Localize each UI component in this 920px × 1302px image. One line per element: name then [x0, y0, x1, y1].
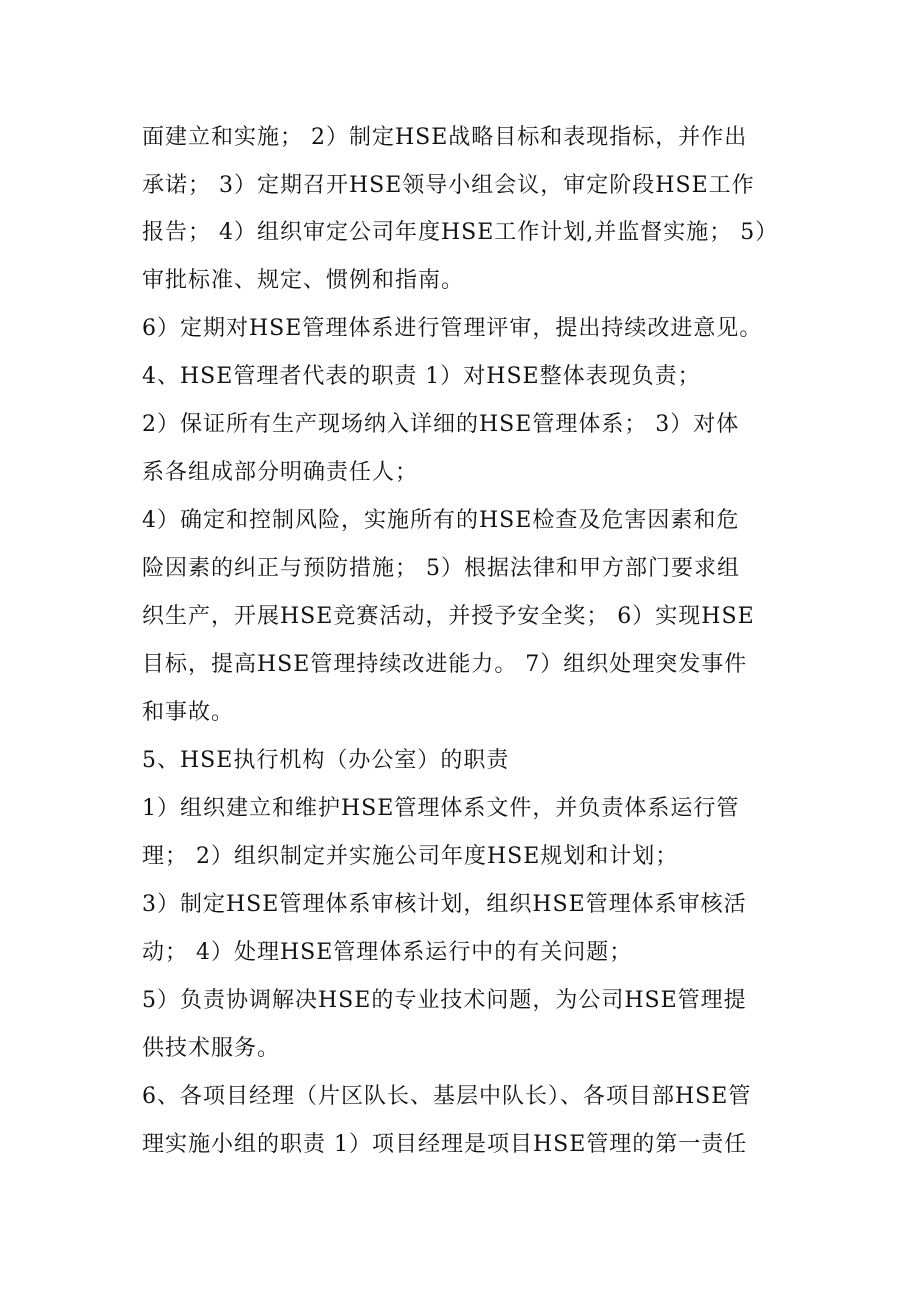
text-line: 2）保证所有生产现场纳入详细的HSE管理体系； 3）对体: [142, 412, 740, 437]
text-line: 系各组成部分明确责任人；: [142, 460, 419, 485]
text-line: 5）负责协调解决HSE的专业技术问题，为公司HSE管理提: [142, 988, 747, 1013]
text-line: 目标，提高HSE管理持续改进能力。 7）组织处理突发事件: [142, 652, 748, 677]
text-line: 理实施小组的职责 1）项目经理是项目HSE管理的第一责任: [142, 1132, 748, 1157]
text-line: 承诺； 3）定期召开HSE领导小组会议，审定阶段HSE工作: [142, 173, 755, 198]
text-line: 3）制定HSE管理体系审核计划，组织HSE管理体系审核活: [142, 892, 747, 917]
text-line: 4）确定和控制风险，实施所有的HSE检查及危害因素和危: [142, 508, 740, 533]
text-line: 动； 4）处理HSE管理体系运行中的有关问题；: [142, 940, 633, 965]
section-heading-line: 6、各项目经理（片区队长、基层中队长）、各项目部HSE管: [142, 1084, 752, 1109]
section-heading-line: 4、HSE管理者代表的职责 1）对HSE整体表现负责；: [142, 364, 701, 389]
text-line: 理； 2）组织制定并实施公司年度HSE规划和计划；: [142, 844, 679, 869]
text-line: 织生产，开展HSE竞赛活动，并授予安全奖； 6）实现HSE: [142, 604, 755, 629]
text-line: 1）组织建立和维护HSE管理体系文件，并负责体系运行管: [142, 796, 740, 821]
section-heading-line: 5、HSE执行机构（办公室）的职责: [142, 748, 510, 773]
text-line: 报告； 4）组织审定公司年度HSE工作计划,并监督实施； 5）: [142, 220, 779, 245]
text-line: 和事故。: [142, 700, 235, 725]
text-line: 险因素的纠正与预防措施； 5）根据法律和甲方部门要求组: [142, 556, 740, 581]
text-line: 6）定期对HSE管理体系进行管理评审，提出持续改进意见。: [142, 316, 763, 341]
text-line: 面建立和实施； 2）制定HSE战略目标和表现指标，并作出: [142, 125, 748, 150]
text-line: 审批标准、规定、惯例和指南。: [142, 268, 465, 293]
text-line: 供技术服务。: [142, 1036, 281, 1061]
